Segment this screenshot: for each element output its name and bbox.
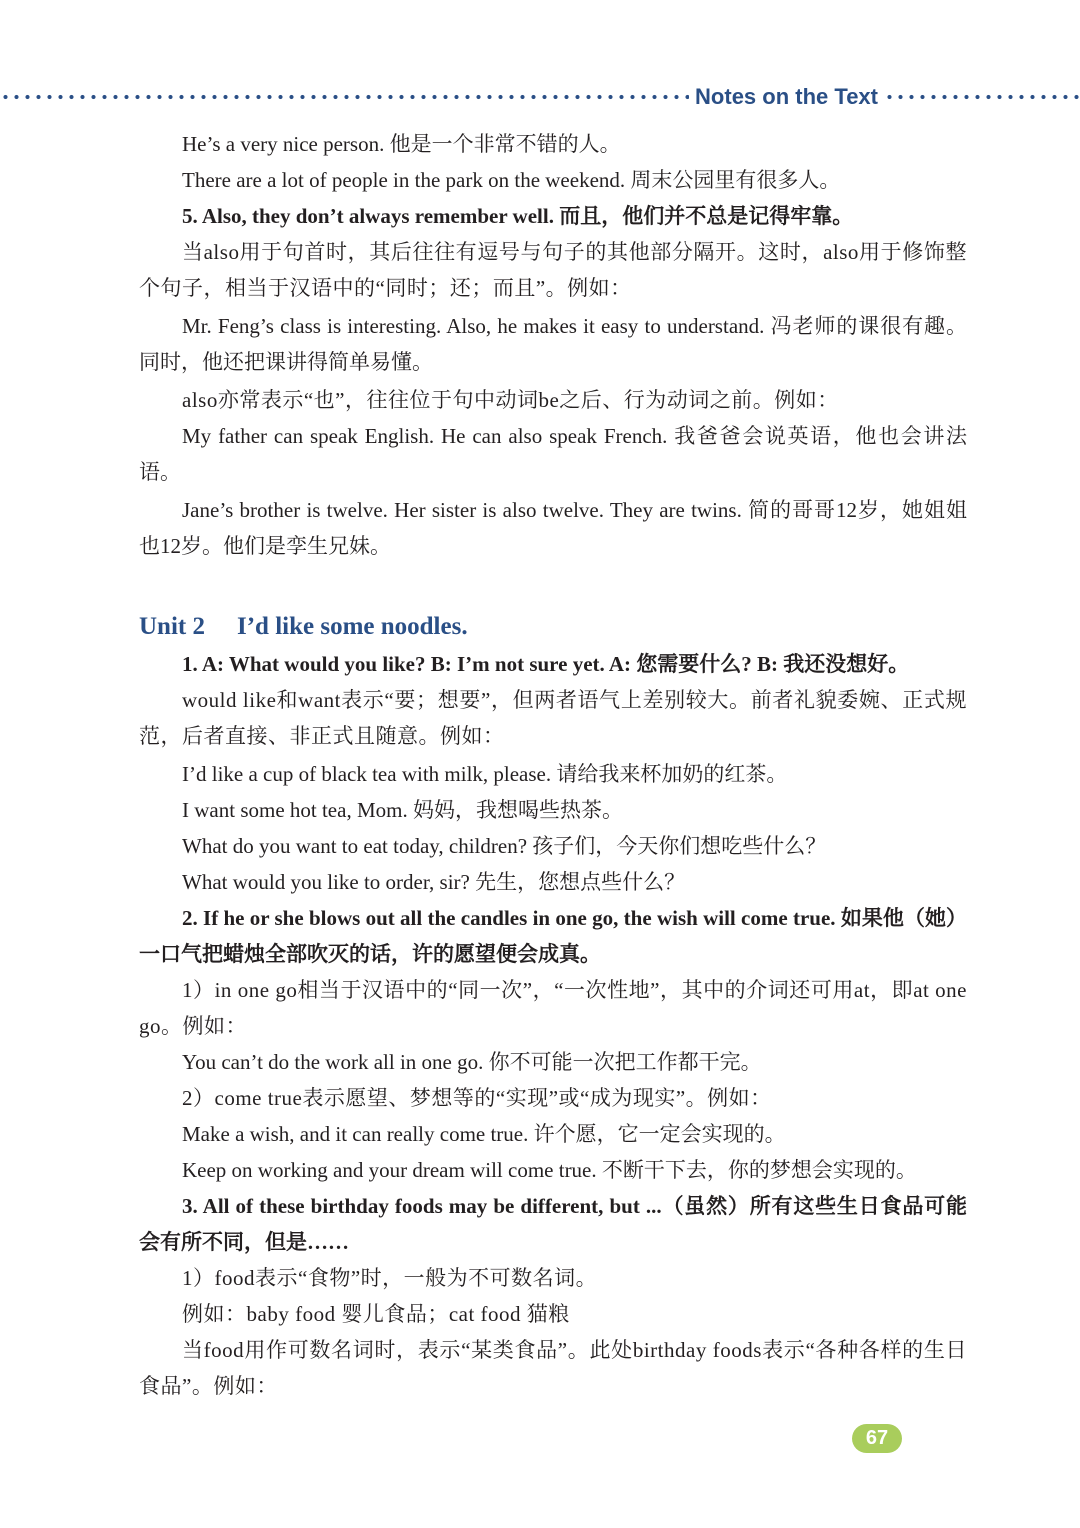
example-sentence: I’d like a cup of black tea with milk, please. 请给我来杯加奶的红茶。 <box>182 762 788 786</box>
explanation-paragraph: 当food用作可数名词时，表示“某类食品”。此处birthday foods表示“各种各样的生日食品”。例如： <box>139 1338 967 1398</box>
note-heading: 5. Also, they don’t always remember well. 而且，他们并不总是记得牢靠。 <box>182 204 854 228</box>
example-sentence: What do you want to eat today, children? 孩子们，今天你们想吃些什么？ <box>182 834 827 858</box>
note-heading: 2. If he or she blows out all the candles in one go, the wish will come true. 如果他（她）一口气把蜡烛全部吹灭的话，许的愿望便会成真。 <box>139 906 967 966</box>
note-heading: 1. A: What would you like? B: I’m not sure yet. A: 您需要什么? B: 我还没想好。 <box>182 652 910 676</box>
example-sentence: Jane’s brother is twelve. Her sister is also twelve. They are twins. 简的哥哥12岁，她姐姐也12岁。他们是孪生兄妹。 <box>139 498 967 558</box>
explanation-paragraph: also亦常表示“也”，往往位于句中动词be之后、行为动词之前。例如： <box>182 388 839 412</box>
unit-number: Unit 2 <box>139 613 205 640</box>
example-sentence: You can’t do the work all in one go. 你不可能一次把工作都干完。 <box>182 1050 762 1074</box>
unit-heading <box>139 608 967 646</box>
explanation-paragraph: 1）in one go相当于汉语中的“同一次”，“一次性地”，其中的介词还可用at，即at one go。例如： <box>139 978 967 1038</box>
example-sentence: What would you like to order, sir? 先生，您想点些什么？ <box>182 870 686 894</box>
explanation-paragraph: 2）come true表示愿望、梦想等的“实现”或“成为现实”。例如： <box>182 1086 772 1110</box>
section-title: Notes on the Text <box>695 84 878 109</box>
example-sentence: Mr. Feng’s class is interesting. Also, he makes it easy to understand. 冯老师的课很有趣。同时，他还把课讲得简单易懂。 <box>139 314 967 374</box>
example-line: 例如：baby food 婴儿食品；cat food 猫粮 <box>182 1302 570 1326</box>
example-sentence: Make a wish, and it can really come true. 许个愿，它一定会实现的。 <box>182 1122 786 1146</box>
running-header <box>0 82 1080 112</box>
example-sentence: My father can speak English. He can also speak French. 我爸爸会说英语，他也会讲法语。 <box>139 424 967 484</box>
explanation-paragraph: 当also用于句首时，其后往往有逗号与句子的其他部分隔开。这时，also用于修饰整个句子，相当于汉语中的“同时；还；而且”。例如： <box>139 240 967 300</box>
note-heading: 3. All of these birthday foods may be different, but ...（虽然）所有这些生日食品可能会有所不同，但是…… <box>139 1194 967 1254</box>
example-sentence: Keep on working and your dream will come true. 不断干下去，你的梦想会实现的。 <box>182 1158 917 1182</box>
unit-title: I’d like some noodles. <box>237 613 468 640</box>
dotted-rule-left <box>0 94 689 100</box>
explanation-paragraph: would like和want表示“要；想要”，但两者语气上差别较大。前者礼貌委婉、正式规范，后者直接、非正式且随意。例如： <box>139 688 967 748</box>
dotted-rule-right <box>884 94 1080 100</box>
example-sentence: There are a lot of people in the park on the weekend. 周末公园里有很多人。 <box>182 168 841 192</box>
text-body <box>139 126 967 1404</box>
page-number-badge: 67 <box>852 1424 902 1453</box>
explanation-paragraph: 1）food表示“食物”时，一般为不可数名词。 <box>182 1266 598 1290</box>
example-sentence: He’s a very nice person. 他是一个非常不错的人。 <box>182 132 621 156</box>
example-sentence: I want some hot tea, Mom. 妈妈，我想喝些热茶。 <box>182 798 623 822</box>
